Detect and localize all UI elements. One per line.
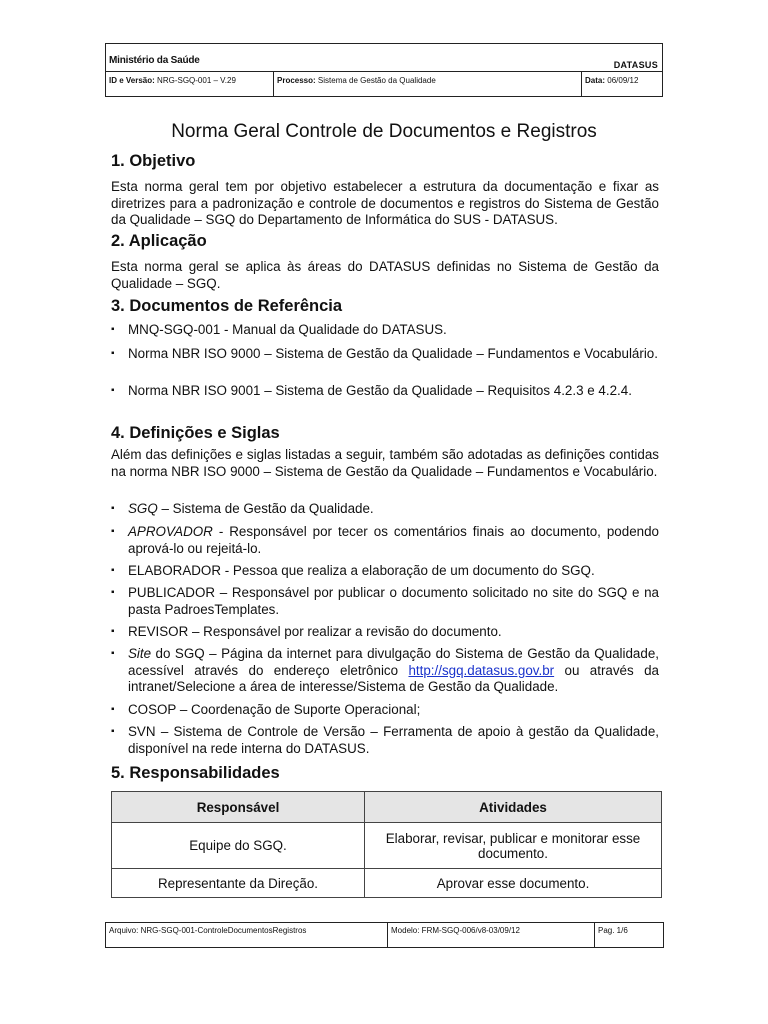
bullet-icon: ▪ (111, 348, 115, 359)
definition-item: PUBLICADOR – Responsável por publicar o documento solicitado no site do SGQ e na pasta PadroesTemplates. (128, 585, 659, 617)
section-heading-aplicacao: 2. Aplicação (111, 232, 207, 250)
table-header-row (112, 792, 662, 823)
def-sgq: – Sistema de Gestão da Qualidade. (157, 501, 374, 516)
bullet-icon: ▪ (111, 565, 115, 576)
table-cell: Representante da Direção. (112, 869, 365, 898)
footer-model: Modelo: FRM-SGQ-006/v8-03/09/12 (388, 923, 595, 947)
reference-item: MNQ-SGQ-001 - Manual da Qualidade do DATASUS. (128, 322, 447, 337)
term-sgq: SGQ (128, 501, 158, 516)
document-footer (105, 922, 664, 948)
definition-item: ELABORADOR - Pessoa que realiza a elaboração de um documento do SGQ. (128, 563, 595, 578)
table-row (112, 823, 662, 869)
def-site-part1: do SGQ – Página da internet para divulgação do Sistema de Gestão da Qualidade, acessível através do endereço eletrônico (128, 646, 659, 678)
aplicacao-text: Esta norma geral se aplica às áreas do DATASUS definidas no Sistema de Gestão da Qualidade – SGQ. (111, 259, 659, 291)
table-cell: Equipe do SGQ. (112, 823, 365, 869)
bullet-icon: ▪ (111, 526, 115, 537)
bullet-icon: ▪ (111, 587, 115, 598)
definicoes-intro: Além das definições e siglas listadas a seguir, também são adotadas as definições contidas na norma NBR ISO 9000 – Sistema de Gestão da Qualidade – Fundamentos e Vocabulário. (111, 447, 659, 479)
reference-item: Norma NBR ISO 9000 – Sistema de Gestão da Qualidade – Fundamentos e Vocabulário. (128, 346, 658, 361)
column-header-responsavel: Responsável (112, 792, 365, 823)
section-heading-definicoes: 4. Definições e Siglas (111, 424, 280, 442)
term-aprovador: APROVADOR (128, 524, 213, 539)
org-name: Ministério da Saúde (109, 55, 200, 66)
footer-page: Pag. 1/6 (598, 926, 628, 935)
date-value: 06/09/12 (607, 76, 639, 85)
objetivo-text: Esta norma geral tem por objetivo estabelecer a estrutura da documentação e fixar as diretrizes para a padronização e controle de documentos e registros do Sistema de Gestão da Qualidade – SGQ do Departamento de Informática do SUS - DATASUS. (111, 179, 659, 227)
bullet-icon: ▪ (111, 385, 115, 396)
definition-item: SVN – Sistema de Controle de Versão – Ferramenta de apoio à gestão da Qualidade, disponível na rede interna do DATASUS. (128, 724, 659, 756)
def-aprovador: - Responsável por tecer os comentários finais ao documento, podendo aprová-lo ou rejeitá-lo. (128, 524, 659, 556)
footer-file: Arquivo: NRG-SGQ-001-ControleDocumentosRegistros (106, 923, 388, 947)
definition-item (128, 646, 659, 696)
section-heading-referencia: 3. Documentos de Referência (111, 297, 343, 315)
process-value: Sistema de Gestão da Qualidade (317, 76, 436, 85)
column-header-atividades: Atividades (365, 792, 662, 823)
id-label: ID e Versão: (109, 76, 155, 85)
document-title: Norma Geral Controle de Documentos e Registros (171, 121, 597, 142)
definition-item: COSOP – Coordenação de Suporte Operacional; (128, 702, 421, 717)
date-cell (582, 72, 662, 96)
definition-item (128, 524, 659, 557)
header-banner (106, 44, 662, 72)
definition-item (128, 501, 659, 518)
bullet-icon: ▪ (111, 648, 115, 659)
responsibilities-table (111, 791, 662, 898)
bullet-icon: ▪ (111, 503, 115, 514)
term-site: Site (128, 646, 152, 661)
section-heading-responsabilidades: 5. Responsabilidades (111, 764, 280, 782)
process-cell (274, 72, 582, 96)
date-label: Data: (585, 76, 606, 85)
brand-logo-text: DATASUS (613, 60, 658, 70)
table-cell: Elaborar, revisar, publicar e monitorar esse documento. (365, 823, 662, 869)
bullet-icon: ▪ (111, 626, 115, 637)
section-heading-objetivo: 1. Objetivo (111, 152, 196, 170)
id-version-cell (106, 72, 274, 96)
header-info-row (106, 72, 662, 96)
bullet-icon: ▪ (111, 704, 115, 715)
sgq-site-link[interactable]: http://sgq.datasus.gov.br (408, 662, 555, 678)
id-value: NRG-SGQ-001 – V.29 (157, 76, 236, 85)
definition-item: REVISOR – Responsável por realizar a revisão do documento. (128, 624, 502, 639)
table-row (112, 869, 662, 898)
reference-item: Norma NBR ISO 9001 – Sistema de Gestão da Qualidade – Requisitos 4.2.3 e 4.2.4. (128, 383, 632, 398)
def-site-part2: ou através da intranet/Selecione a área de interesse/Sistema de Gestão da Qualidade. (128, 662, 659, 694)
bullet-icon: ▪ (111, 324, 115, 335)
document-header (105, 43, 663, 97)
bullet-icon: ▪ (111, 726, 115, 737)
table-cell: Aprovar esse documento. (365, 869, 662, 898)
process-label: Processo: (277, 76, 316, 85)
